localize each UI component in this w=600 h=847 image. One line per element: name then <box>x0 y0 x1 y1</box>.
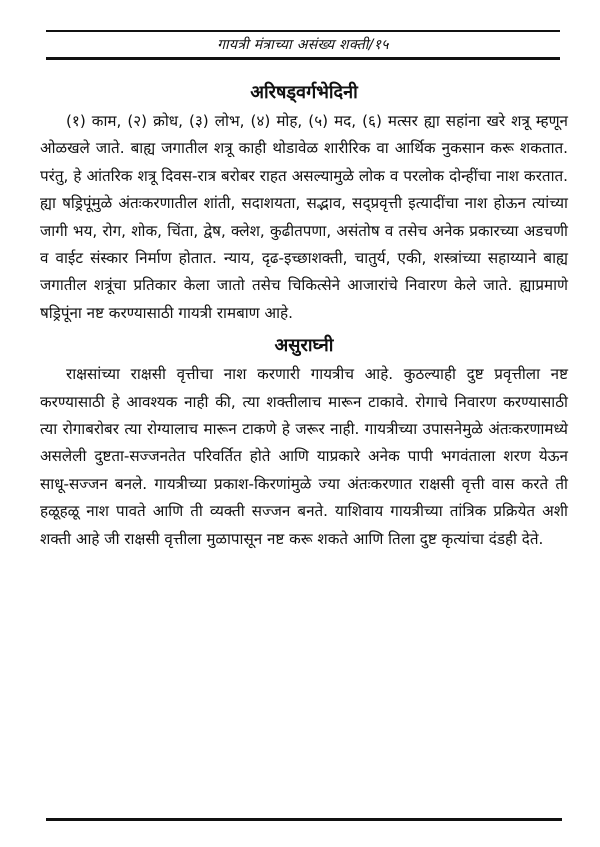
section-heading-asuraghni: असुराघ्नी <box>274 335 334 357</box>
footer-rule <box>46 818 562 821</box>
section-paragraph-asuraghni: राक्षसांच्या राक्षसी वृत्तीचा नाश करणारी गायत्रीच आहे. कुठल्याही दुष्ट प्रवृत्तीला नष्ट करण्यासाठी हे आवश्यक नाही की, त्या शक्तीलाच मारून टाकावे. रोगाचे निवारण करण्यासाठी त्या रोगाबरोबर त्या रोग्यालाच मारून टाकणे हे जरूर नाही. गायत्रीच्या उपासनेमुळे अंतःकरणामध्ये असलेली दुष्टता-सज्जनतेत परिवर्तित होते आणि याप्रकारे अनेक पापी भगवंताला शरण येऊन साधू-सज्जन बनले. गायत्रीच्या प्रकाश-किरणांमुळे ज्या अंतःकरणात राक्षसी वृत्ती वास करते ती हळूहळू नाश पावते आणि ती व्यक्ती सज्जन बनते. याशिवाय गायत्रीच्या तांत्रिक प्रक्रियेत अशी शक्ती आहे जी राक्षसी वृत्तीला मुळापासून नष्ट करू शकते आणि तिला दुष्ट कृत्यांचा दंडही देते. <box>40 365 568 548</box>
running-header <box>46 30 560 60</box>
section-heading-arishadvarga: अरिषड्वर्गभेदिनी <box>250 82 358 103</box>
section-paragraph-arishadvarga: (१) काम, (२) क्रोध, (३) लोभ, (४) मोह, (५) मद, (६) मत्सर ह्या सहांना खरे शत्रू म्हणून ओळखले जाते. बाह्य जगातील शत्रू काही थोडावेळ शारीरिक वा आर्थिक नुकसान करू शकतात. परंतु, हे आंतरिक शत्रू दिवस-रात्र बरोबर राहत असल्यामुळे लोक व परलोक दोन्हींचा नाश करतात. ह्या षड्रिपूंमुळे अंतःकरणातील शांती, सदाशयता, सद्भाव, सद्प्रवृत्ती इत्यादींचा नाश होऊन त्यांच्या जागी भय, रोग, शोक, चिंता, द्वेष, क्लेश, कुढीतपणा, असंतोष व तसेच अनेक प्रकारच्या अडचणी व वाईट संस्कार निर्माण होतात. न्याय, दृढ-इच्छाशक्ती, चातुर्य, एकी, शस्त्रांच्या सहाय्याने बाह्य जगातील शत्रूंचा प्रतिकार केला जातो तसेच चिकित्सेने आजारांचे निवारण केले जाते. ह्याप्रमाणे षड्रिपूंना नष्ट करण्यासाठी गायत्री रामबाण आहे. <box>40 112 568 322</box>
running-header-title: गायत्री मंत्राच्या असंख्य शक्ती/१५ <box>217 37 389 53</box>
page-body <box>40 78 568 553</box>
